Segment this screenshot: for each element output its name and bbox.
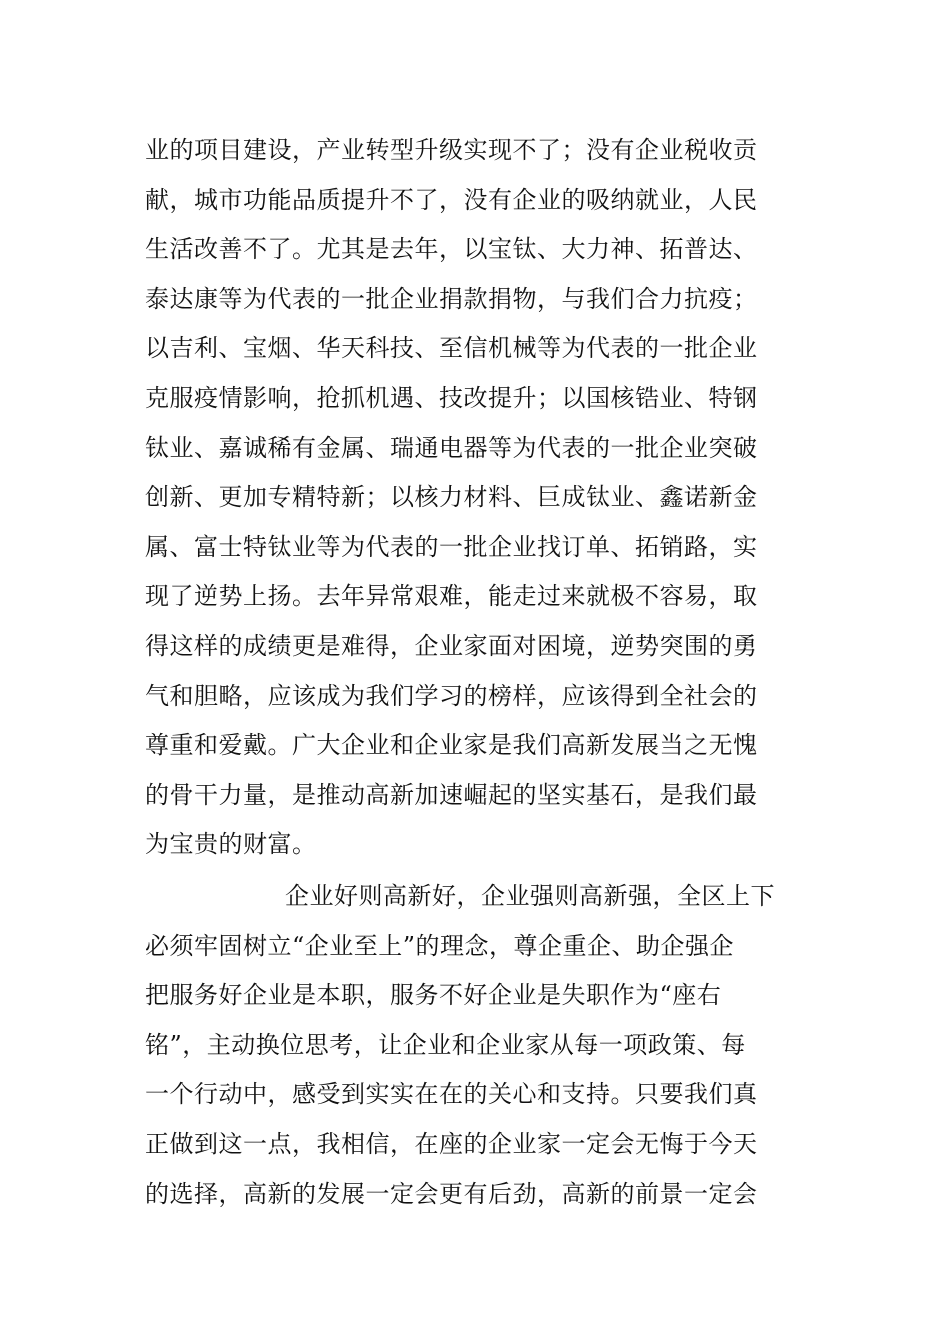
text-line: 献，城市功能品质提升不了，没有企业的吸纳就业，人民 bbox=[145, 185, 758, 214]
text-line: 业的项目建设，产业转型升级实现不了；没有企业税收贡 bbox=[145, 136, 758, 164]
text-line: 生活改善不了。尤其是去年，以宝钛、大力神、拓普达、 bbox=[145, 235, 758, 264]
text-line: 克服疫情影响，抢抓机遇、技改提升；以国核锆业、特钢 bbox=[145, 383, 758, 412]
text-line: 以吉利、宝烟、华天科技、至信机械等为代表的一批企业 bbox=[145, 334, 758, 363]
text-line: 得这样的成绩更是难得，企业家面对困境，逆势突围的勇 bbox=[145, 631, 758, 660]
text-line: 尊重和爱戴。广大企业和企业家是我们高新发展当之无愧 bbox=[145, 731, 758, 760]
text-line: 的选择，高新的发展一定会更有后劲，高新的前景一定会 bbox=[145, 1179, 758, 1208]
text-line: 的骨干力量，是推动高新加速崛起的坚实基石，是我们最 bbox=[145, 780, 758, 809]
text-line: 把服务好企业是本职，服务不好企业是失职作为“座右 bbox=[145, 981, 722, 1010]
text-line: 属、富士特钛业等为代表的一批企业找订单、拓销路，实 bbox=[145, 532, 758, 561]
text-line: 为宝贵的财富。 bbox=[145, 830, 317, 859]
text-line: 泰达康等为代表的一批企业捐款捐物，与我们合力抗疫； bbox=[145, 284, 758, 313]
text-line: 企业好则高新好，企业强则高新强，全区上下 bbox=[285, 882, 775, 910]
text-line: 一个行动中，感受到实实在在的关心和支持。只要我们真 bbox=[145, 1080, 758, 1109]
text-line: 现了逆势上扬。去年异常艰难，能走过来就极不容易，取 bbox=[145, 582, 758, 611]
text-line: 铭”，主动换位思考，让企业和企业家从每一项政策、每 bbox=[145, 1030, 746, 1059]
text-line: 必须牢固树立“企业至上”的理念，尊企重企、助企强企 bbox=[145, 931, 735, 960]
paragraph-2 bbox=[145, 872, 810, 1219]
text-line: 钛业、嘉诚稀有金属、瑞通电器等为代表的一批企业突破 bbox=[145, 433, 758, 462]
text-line: 正做到这一点，我相信，在座的企业家一定会无悔于今天 bbox=[145, 1129, 758, 1158]
paragraph-1 bbox=[145, 126, 810, 870]
text-line: 创新、更加专精特新；以核力材料、巨成钛业、鑫诺新金 bbox=[145, 483, 758, 512]
text-line: 气和胆略，应该成为我们学习的榜样，应该得到全社会的 bbox=[145, 681, 758, 710]
